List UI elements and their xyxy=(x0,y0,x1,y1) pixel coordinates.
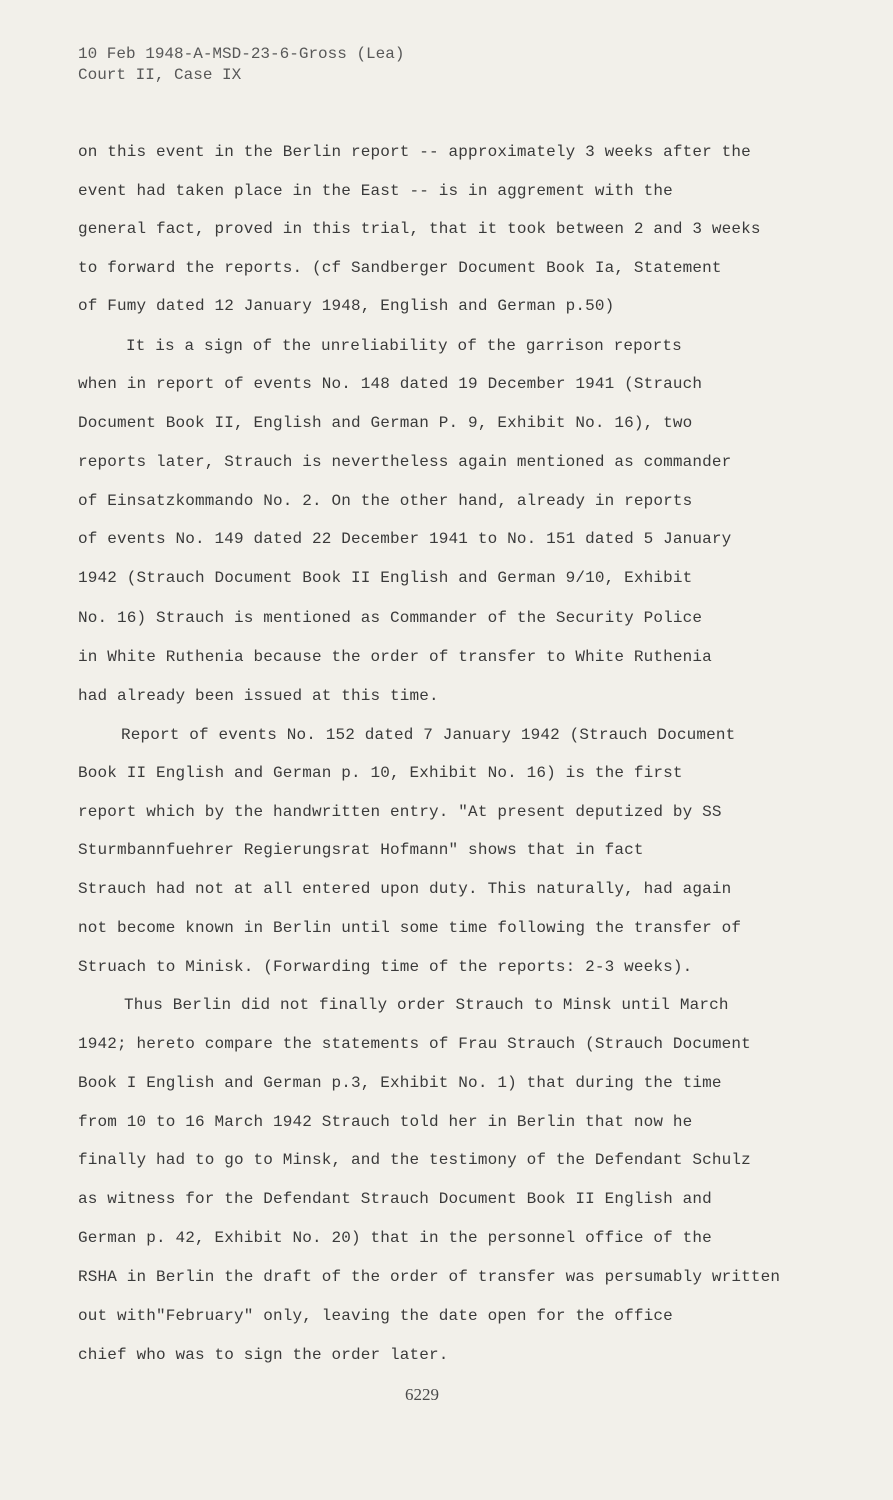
text-line: on this event in the Berlin report -- approximately 3 weeks after the xyxy=(78,143,751,161)
text-line: Book II English and German p. 10, Exhibit No. 16) is the first xyxy=(78,764,683,782)
text-line: from 10 to 16 March 1942 Strauch told her in Berlin that now he xyxy=(78,1113,693,1131)
text-line: not become known in Berlin until some time following the transfer of xyxy=(78,919,742,937)
text-line: 1942 (Strauch Document Book II English and German 9/10, Exhibit xyxy=(78,569,693,587)
text-line: Book I English and German p.3, Exhibit No. 1) that during the time xyxy=(78,1074,722,1092)
document-header xyxy=(78,44,404,86)
text-line: Strauch had not at all entered upon duty. This naturally, had again xyxy=(78,880,732,898)
text-line: of Einsatzkommando No. 2. On the other hand, already in reports xyxy=(78,492,693,510)
text-line: It is a sign of the unreliability of the garrison reports xyxy=(126,337,682,355)
text-line: reports later, Strauch is nevertheless again mentioned as commander xyxy=(78,453,732,471)
text-line: to forward the reports. (cf Sandberger Document Book Ia, Statement xyxy=(78,259,722,277)
header-court-line: Court II, Case IX xyxy=(78,66,242,84)
text-line: chief who was to sign the order later. xyxy=(78,1346,449,1364)
text-line: finally had to go to Minsk, and the testimony of the Defendant Schulz xyxy=(78,1151,751,1169)
text-line: as witness for the Defendant Strauch Document Book II English and xyxy=(78,1190,712,1208)
text-line: No. 16) Strauch is mentioned as Commander of the Security Police xyxy=(78,609,703,627)
header-date-line: 10 Feb 1948-A-MSD-23-6-Gross (Lea) xyxy=(78,45,405,63)
text-line: general fact, proved in this trial, that it took between 2 and 3 weeks xyxy=(78,220,761,238)
text-line: had already been issued at this time. xyxy=(78,687,439,705)
text-line: German p. 42, Exhibit No. 20) that in the personnel office of the xyxy=(78,1229,712,1247)
text-line: Report of events No. 152 dated 7 January 1942 (Strauch Document xyxy=(121,726,736,744)
text-line: Struach to Minisk. (Forwarding time of the reports: 2-3 weeks). xyxy=(78,958,693,976)
text-line: when in report of events No. 148 dated 19 December 1941 (Strauch xyxy=(78,375,703,393)
text-line: Sturmbannfuehrer Regierungsrat Hofmann" shows that in fact xyxy=(78,841,644,859)
text-line: report which by the handwritten entry. "At present deputized by SS xyxy=(78,803,722,821)
text-line: of Fumy dated 12 January 1948, English and German p.50) xyxy=(78,297,615,315)
text-line: RSHA in Berlin the draft of the order of transfer was persumably written xyxy=(78,1268,781,1286)
text-line: out with"February" only, leaving the date open for the office xyxy=(78,1307,673,1325)
text-line: Thus Berlin did not finally order Strauch to Minsk until March xyxy=(124,996,729,1014)
text-line: Document Book II, English and German P. 9, Exhibit No. 16), two xyxy=(78,414,693,432)
page-number: 6229 xyxy=(405,1385,439,1404)
text-line: event had taken place in the East -- is in aggrement with the xyxy=(78,182,673,200)
text-line: in White Ruthenia because the order of transfer to White Ruthenia xyxy=(78,648,712,666)
text-line: 1942; hereto compare the statements of Frau Strauch (Strauch Document xyxy=(78,1035,751,1053)
text-line: of events No. 149 dated 22 December 1941 to No. 151 dated 5 January xyxy=(78,530,732,548)
